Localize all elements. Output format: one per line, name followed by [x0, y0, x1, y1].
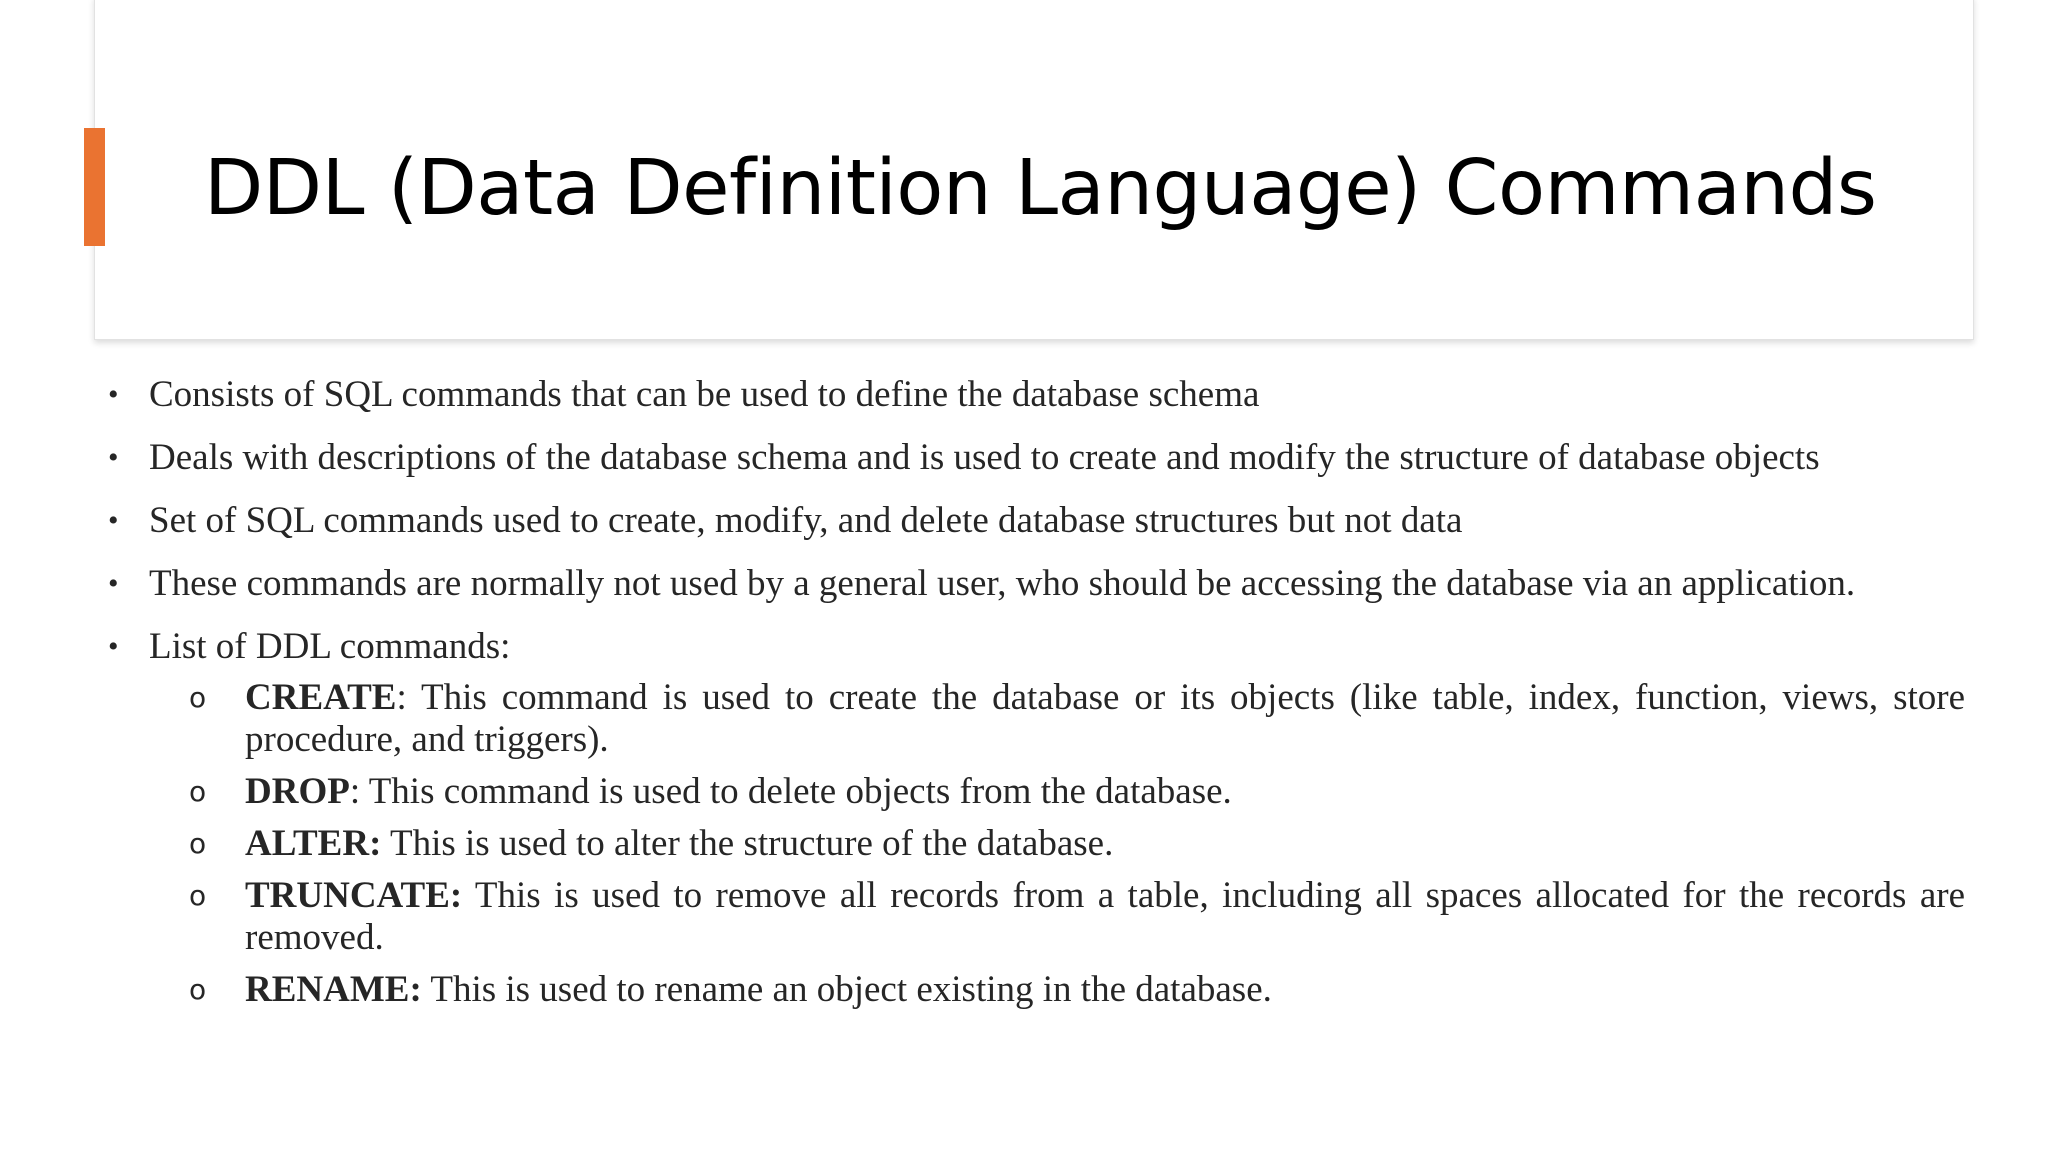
command-keyword: ALTER:: [245, 823, 382, 864]
command-description: This is used to alter the structure of the database.: [381, 823, 1114, 864]
bullet-item: [108, 374, 1965, 416]
sub-bullet-icon: o: [189, 879, 207, 912]
bullet-text: Deals with descriptions of the database schema and is used to create and modify the structure of database objects: [149, 437, 1820, 478]
slide-content: [108, 374, 1965, 1021]
command-description: This is used to rename an object existing in the database.: [421, 969, 1272, 1010]
bullet-text: These commands are normally not used by a general user, who should be accessing the database via an application.: [149, 563, 1856, 604]
bullet-icon: •: [108, 504, 119, 537]
command-description: : This command is used to delete objects from the database.: [349, 771, 1232, 812]
command-item-drop: [108, 771, 1965, 813]
ddl-command-list: [149, 677, 1965, 1011]
command-item-rename: [108, 969, 1965, 1011]
bullet-text: Set of SQL commands used to create, modify, and delete database structures but not data: [149, 500, 1463, 541]
command-item-truncate: [108, 875, 1965, 959]
slide-title: DDL (Data Definition Language) Commands: [204, 144, 1877, 233]
command-keyword: RENAME:: [245, 969, 422, 1010]
sub-bullet-icon: o: [189, 775, 207, 808]
sub-bullet-icon: o: [189, 827, 207, 860]
bullet-text: Consists of SQL commands that can be used to define the database schema: [149, 374, 1260, 415]
command-keyword: DROP: [245, 771, 350, 812]
bullet-icon: •: [108, 441, 119, 474]
command-description: : This command is used to create the database or its objects (like table, index, function, views, store procedure, and triggers).: [245, 677, 1965, 760]
bullet-list: [108, 374, 1965, 1011]
bullet-item: [108, 626, 1965, 1011]
bullet-icon: •: [108, 378, 119, 411]
bullet-item: [108, 500, 1965, 542]
command-keyword: CREATE: [245, 677, 397, 718]
bullet-item: [108, 563, 1965, 605]
bullet-text: List of DDL commands:: [149, 626, 511, 667]
accent-bar: [84, 128, 105, 246]
bullet-item: [108, 437, 1965, 479]
command-item-alter: [108, 823, 1965, 865]
bullet-icon: •: [108, 567, 119, 600]
sub-bullet-icon: o: [189, 973, 207, 1006]
bullet-icon: •: [108, 630, 119, 663]
command-keyword: TRUNCATE:: [245, 875, 463, 916]
sub-bullet-icon: o: [189, 681, 207, 714]
command-description: This is used to remove all records from a table, including all spaces allocated for the records are removed.: [245, 875, 1965, 958]
command-item-create: [108, 677, 1965, 761]
